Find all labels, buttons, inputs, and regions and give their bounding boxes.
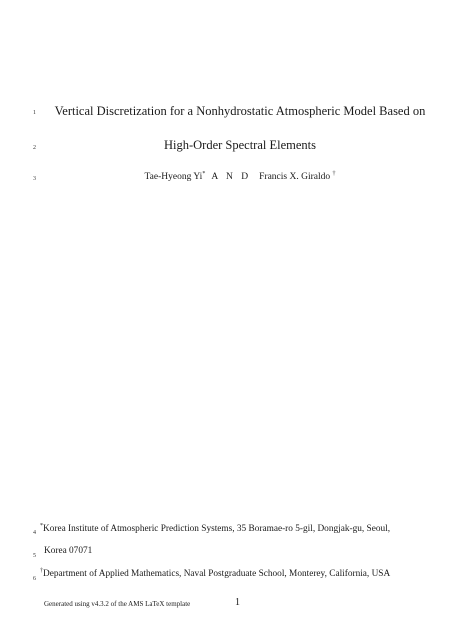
affiliation-2-line-1 <box>40 568 390 579</box>
affiliation-2-mark: † <box>40 568 43 574</box>
author-line <box>40 171 440 182</box>
affiliation-2-text: Department of Applied Mathematics, Naval Postgraduate School, Monterey, California, USA <box>43 569 391 579</box>
author-2-mark: † <box>332 171 336 177</box>
line-number-4: 4 <box>33 530 36 536</box>
affiliation-1-text: Korea Institute of Atmospheric Prediction Systems, 35 Boramae-ro 5-gil, Dongjak-gu, Seoul, <box>43 524 391 534</box>
affiliation-1-line-2: Korea 07071 <box>44 546 93 556</box>
title-line-2: High-Order Spectral Elements <box>163 138 317 152</box>
page-number: 1 <box>235 597 240 608</box>
affiliation-1-mark: * <box>40 523 43 529</box>
line-number-2: 2 <box>33 145 36 151</box>
line-number-5: 5 <box>33 553 36 559</box>
line-number-1: 1 <box>33 110 36 116</box>
line-number-6: 6 <box>33 576 36 582</box>
author-2-name: Francis X. Giraldo <box>259 172 331 182</box>
affiliation-1-line-1 <box>40 523 390 534</box>
template-footer: Generated using v4.3.2 of the AMS LaTeX template <box>44 600 191 608</box>
author-1-name: Tae-Hyeong Yi <box>144 172 203 182</box>
author-separator: A N D <box>211 172 252 182</box>
line-number-3: 3 <box>33 176 36 182</box>
author-1-mark: * <box>202 171 206 177</box>
title-line-1: Vertical Discretization for a Nonhydrostatic Atmospheric Model Based on <box>54 104 426 118</box>
